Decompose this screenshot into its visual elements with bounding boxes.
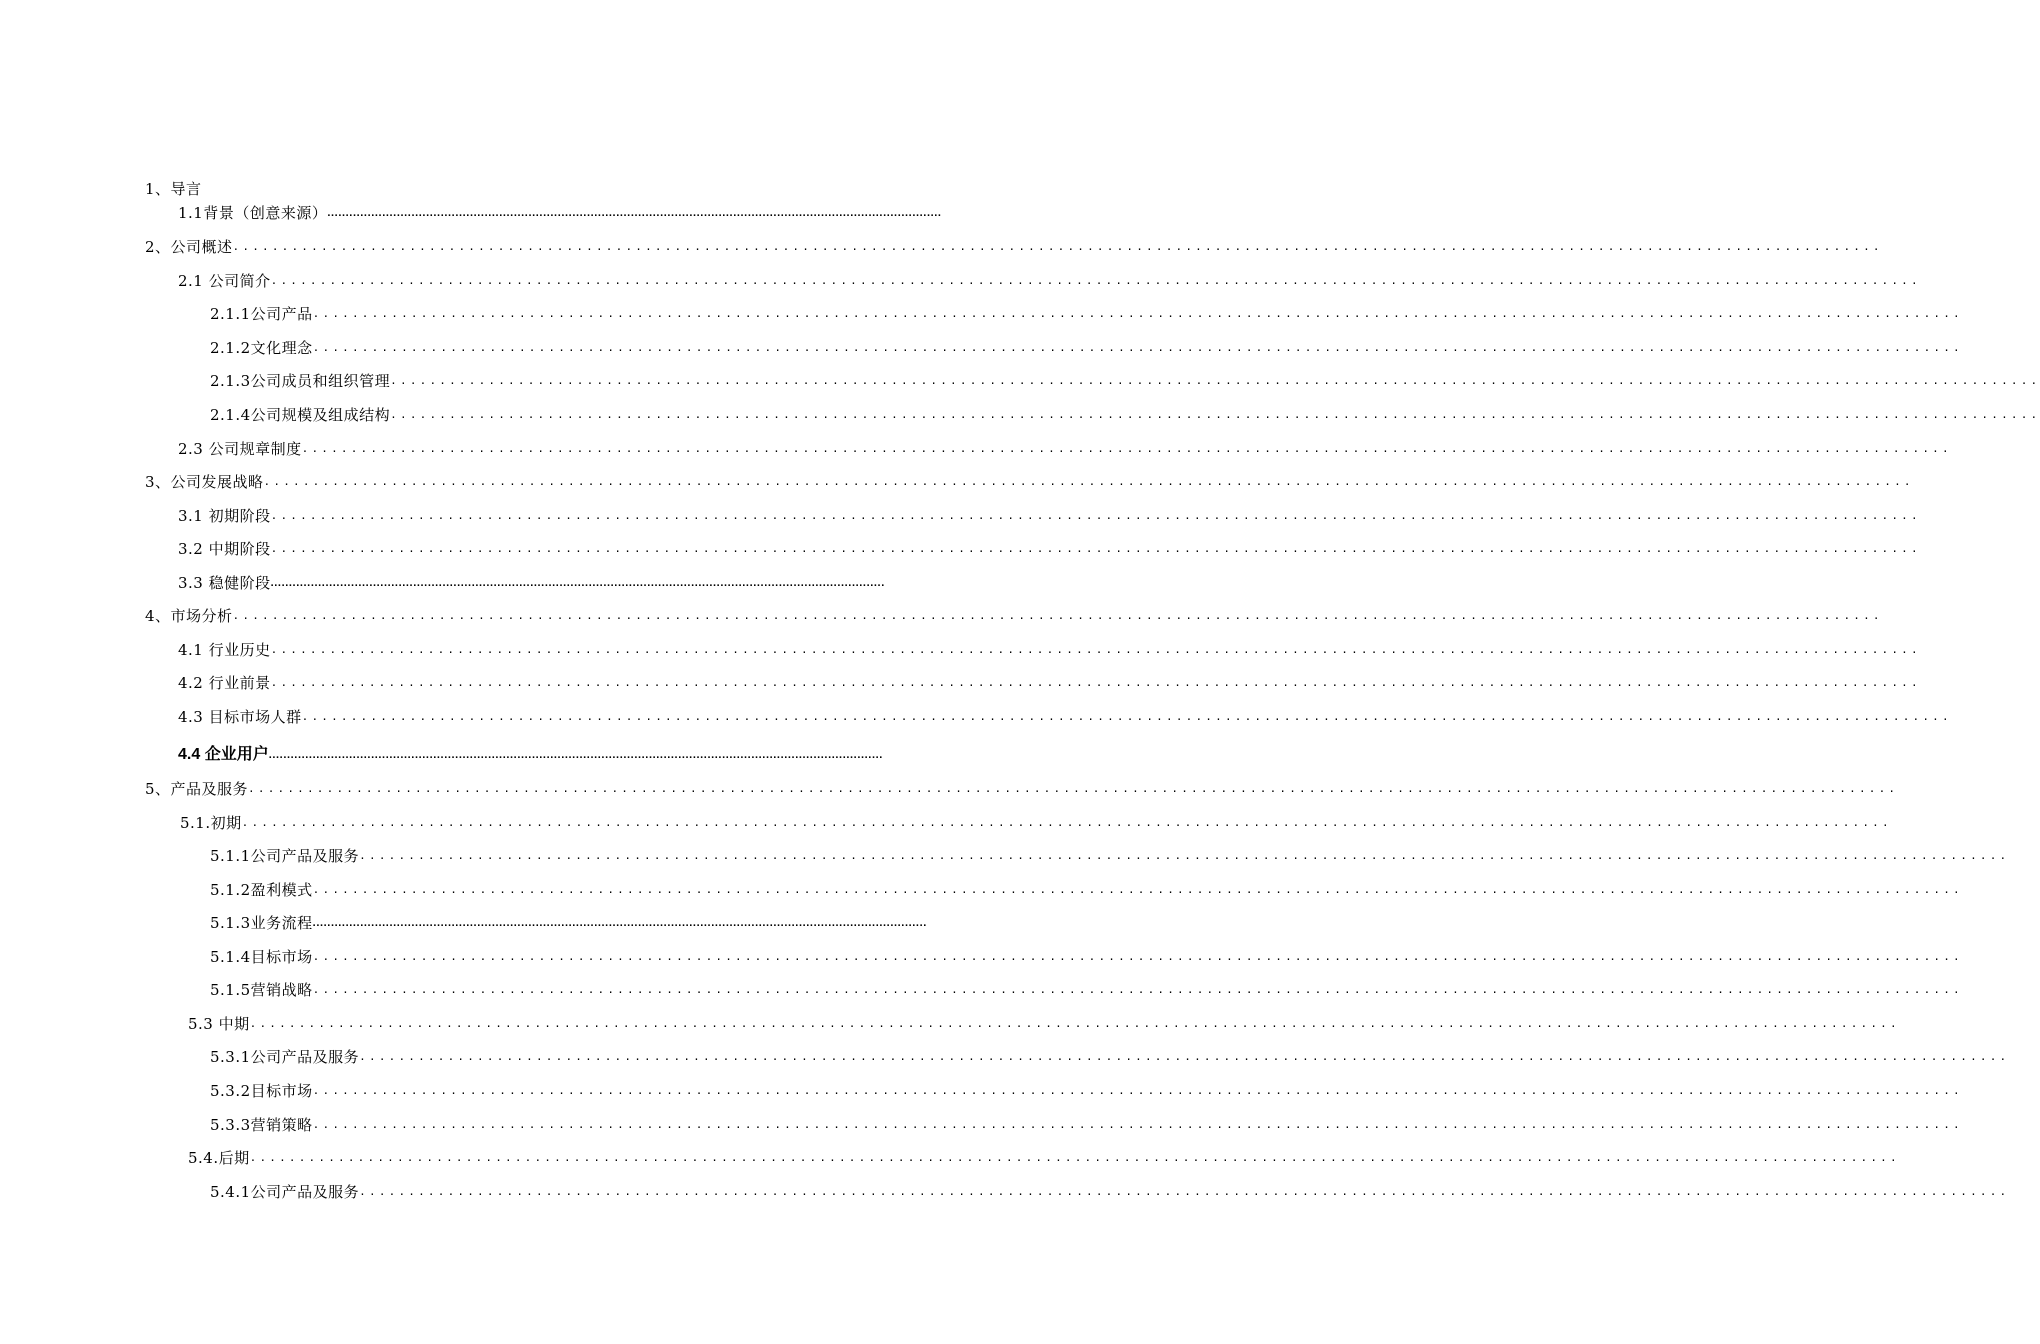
toc-entry-business-process xyxy=(210,908,927,932)
toc-entry-label: 3.3 稳健阶段 xyxy=(178,574,271,592)
toc-dot-leader: ........................................................................................................................................................................ xyxy=(312,950,1963,963)
toc-entry-label: 4.4 企业用户 xyxy=(178,746,269,763)
toc-entry-label: 5.3 中期 xyxy=(188,1015,250,1033)
toc-entry-label: 2.1 公司简介 xyxy=(178,272,271,290)
toc-dot-leader: ........................................................................................................................................................................ xyxy=(359,1050,2010,1063)
toc-entry-regulations xyxy=(178,434,1952,458)
toc-entry-enterprise-users xyxy=(178,740,883,764)
toc-entry-label: 2、公司概述 xyxy=(145,238,233,256)
toc-entry-label: 1.1背景（创意来源） xyxy=(178,204,328,222)
toc-dot-leader: ........................................................................................................................................................................ xyxy=(263,475,1914,488)
toc-entry-phase-initial xyxy=(180,808,1892,832)
toc-entry-middle-stage xyxy=(178,534,1921,558)
toc-entry-label: 5.3.1公司产品及服务 xyxy=(210,1048,360,1066)
toc-entry-label: 5.4.后期 xyxy=(188,1149,250,1167)
toc-entry-company-products xyxy=(210,299,1963,323)
toc-entry-company-profile xyxy=(178,266,1921,290)
toc-entry-label: 2.1.2文化理念 xyxy=(210,339,313,357)
toc-entry-label: 4.3 目标市场人群 xyxy=(178,708,302,726)
toc-entry-initial-target-market xyxy=(210,942,1963,966)
toc-entry-label: 4.2 行业前景 xyxy=(178,674,271,692)
toc-entry-label: 3.2 中期阶段 xyxy=(178,540,271,558)
toc-entry-members xyxy=(210,366,2040,390)
toc-dot-leader: ........................................................................................................................................................................ xyxy=(359,849,2010,862)
toc-entry-industry-outlook xyxy=(178,668,1921,692)
toc-entry-label: 4、市场分析 xyxy=(145,607,233,625)
toc-dot-leader: ........................................................................................................................................................................ xyxy=(241,816,1892,829)
toc-dot-leader: ........................................................................................................................................................................ xyxy=(232,240,1883,253)
toc-entry-label: 3.1 初期阶段 xyxy=(178,507,271,525)
toc-entry-market-analysis xyxy=(145,601,1883,625)
toc-entry-label: 2.3 公司规章制度 xyxy=(178,440,302,458)
toc-entry-initial-products xyxy=(210,841,2010,865)
toc-dot-leader: ........................................................................................................................................................................ xyxy=(312,883,1963,896)
toc-entry-label: 4.1 行业历史 xyxy=(178,641,271,659)
toc-entry-company-overview xyxy=(145,232,1883,256)
toc-dot-leader: ........................................................................................................................................................................ xyxy=(232,609,1883,622)
toc-entry-phase-late xyxy=(188,1143,1900,1167)
toc-entry-marketing-strategy xyxy=(210,975,1963,999)
toc-dot-leader: ........................................................................................................................................................................ xyxy=(327,207,942,219)
toc-entry-late-products xyxy=(210,1177,2010,1201)
toc-entry-culture xyxy=(210,333,1963,357)
toc-dot-leader: ........................................................................................................................................................................ xyxy=(312,341,1963,354)
toc-dot-leader: ........................................................................................................................................................................ xyxy=(249,1151,1900,1164)
toc-entry-label: 5.3.2目标市场 xyxy=(210,1082,313,1100)
toc-dot-leader: ........................................................................................................................................................................ xyxy=(248,782,1899,795)
toc-entry-background xyxy=(178,198,942,222)
toc-dot-leader: ........................................................................................................................................................................ xyxy=(270,274,1921,287)
toc-entry-target-audience xyxy=(178,702,1952,726)
toc-entry-phase-middle xyxy=(188,1009,1900,1033)
toc-dot-leader: ........................................................................................................................................................................ xyxy=(359,1185,2010,1198)
toc-dot-leader: ........................................................................................................................................................................ xyxy=(390,374,2040,387)
toc-dot-leader: ........................................................................................................................................................................ xyxy=(270,509,1921,522)
toc-entry-label: 5.1.3业务流程 xyxy=(210,914,313,932)
toc-dot-leader: ........................................................................................................................................................................ xyxy=(312,917,927,929)
toc-dot-leader: ........................................................................................................................................................................ xyxy=(301,710,1952,723)
toc-entry-middle-products xyxy=(210,1042,2010,1066)
toc-dot-leader: ........................................................................................................................................................................ xyxy=(301,442,1952,455)
toc-entry-label: 2.1.1公司产品 xyxy=(210,305,313,323)
toc-dot-leader: ........................................................................................................................................................................ xyxy=(249,1017,1900,1030)
toc-dot-leader: ........................................................................................................................................................................ xyxy=(390,408,2040,421)
toc-entry-label: 5.1.2盈利模式 xyxy=(210,881,313,899)
toc-dot-leader: ........................................................................................................................................................................ xyxy=(268,749,883,761)
toc-dot-leader: ........................................................................................................................................................................ xyxy=(270,542,1921,555)
toc-entry-label: 5.1.5营销战略 xyxy=(210,981,313,999)
toc-dot-leader: ........................................................................................................................................................................ xyxy=(312,983,1963,996)
toc-entry-label: 5.4.1公司产品及服务 xyxy=(210,1183,360,1201)
toc-entry-introduction xyxy=(145,174,805,198)
toc-dot-leader: ........................................................................................................................................................................ xyxy=(312,307,1963,320)
toc-entry-label: 3、公司发展战略 xyxy=(145,473,264,491)
toc-entry-label: 5.1.4目标市场 xyxy=(210,948,313,966)
toc-entry-marketing-tactics xyxy=(210,1110,1963,1134)
toc-dot-leader: ........................................................................................................................................................................ xyxy=(312,1084,1963,1097)
toc-entry-industry-history xyxy=(178,635,1921,659)
toc-entry-label: 1、导言 xyxy=(145,180,202,198)
toc-entry-label: 5.1.初期 xyxy=(180,814,242,832)
toc-entry-label: 2.1.3公司成员和组织管理 xyxy=(210,372,391,390)
toc-entry-strategy xyxy=(145,467,1914,491)
toc-entry-profit-model xyxy=(210,875,1963,899)
toc-dot-leader: ........................................................................................................................................................................ xyxy=(270,676,1921,689)
toc-entry-initial-stage xyxy=(178,501,1921,525)
toc-dot-leader: ........................................................................................................................................................................ xyxy=(312,1118,1963,1131)
toc-entry-products-services xyxy=(145,774,1899,798)
toc-entry-scale xyxy=(210,400,2040,424)
toc-entry-stable-stage xyxy=(178,568,885,592)
toc-entry-label: 5.3.3营销策略 xyxy=(210,1116,313,1134)
toc-entry-label: 2.1.4公司规模及组成结构 xyxy=(210,406,391,424)
toc-entry-label: 5、产品及服务 xyxy=(145,780,249,798)
toc-entry-label: 5.1.1公司产品及服务 xyxy=(210,847,360,865)
toc-dot-leader: ........................................................................................................................................................................ xyxy=(270,577,885,589)
toc-dot-leader: ........................................................................................................................................................................ xyxy=(270,643,1921,656)
toc-entry-middle-target-market xyxy=(210,1076,1963,1100)
